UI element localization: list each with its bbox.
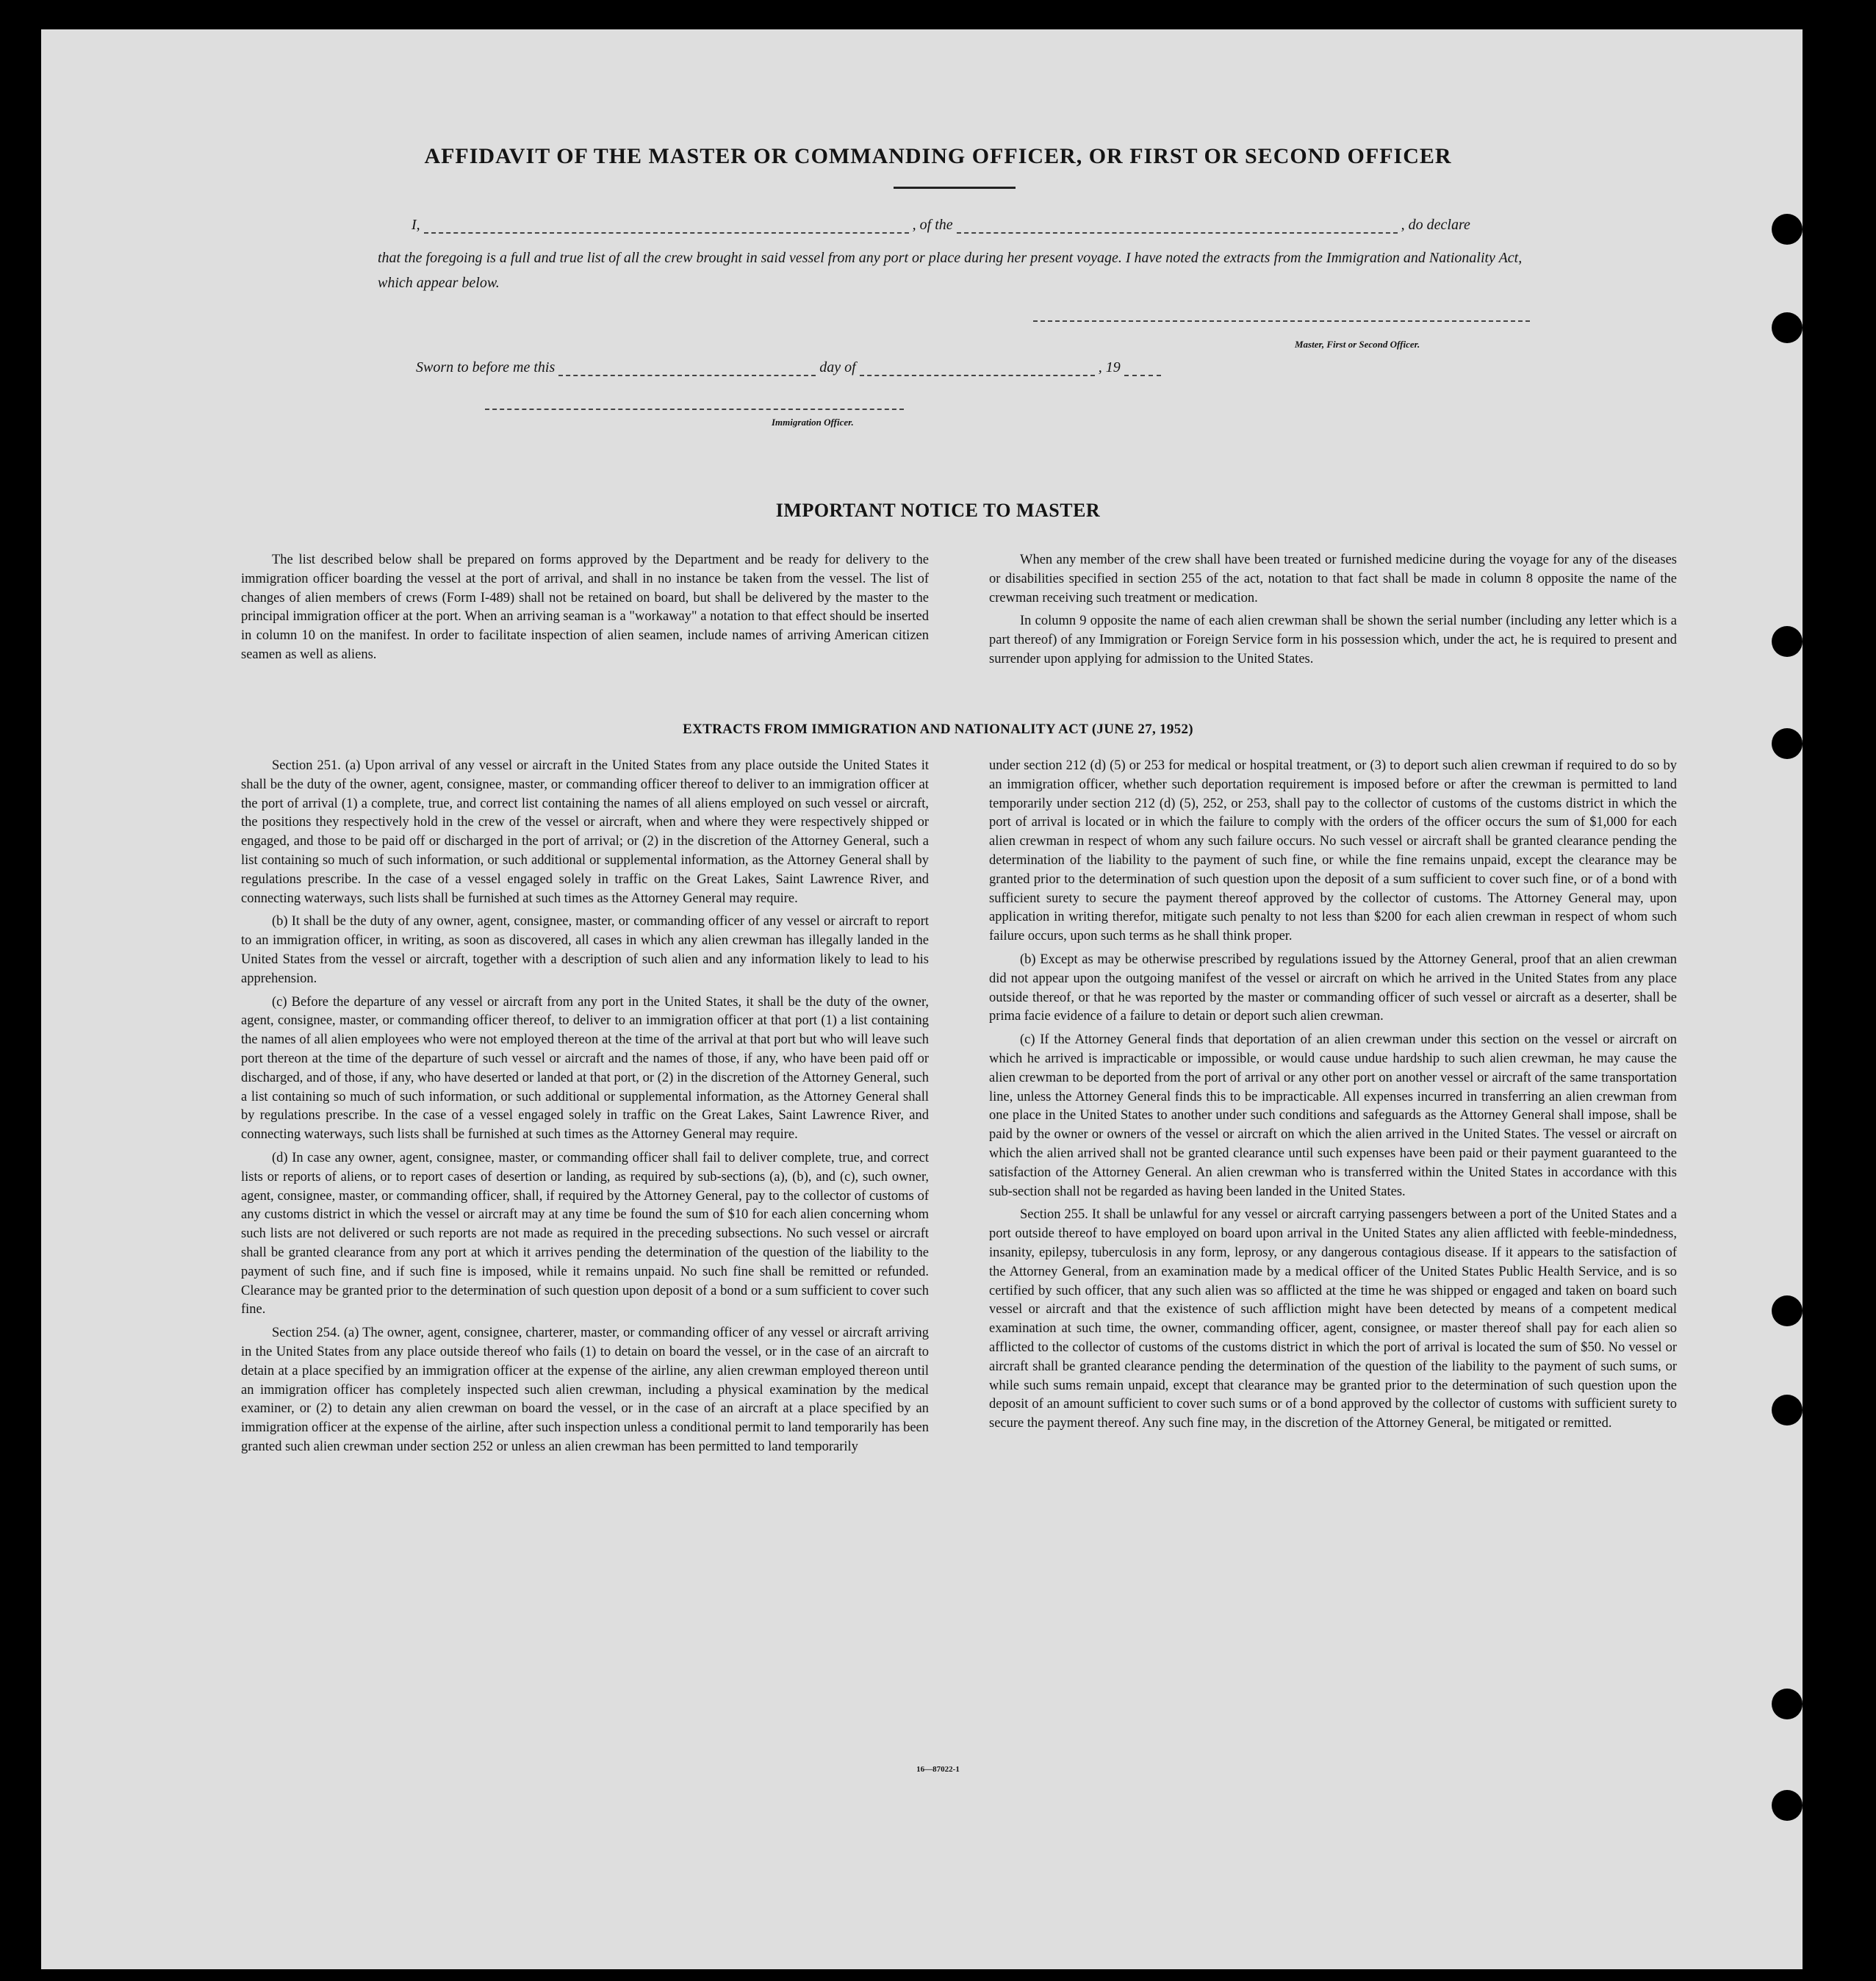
- punch-hole: [1772, 214, 1803, 245]
- punch-hole: [1772, 1395, 1803, 1425]
- section-paragraph: (d) In case any owner, agent, consignee, master, or commanding officer shall fail to deliver complete, true, and correct lists or reports of aliens, or to report cases of desertion or landing, as required by sub-sections (a), (b), and (c), such owner, agent, consignee, master, or commanding officer, shall, if required by the Attorney General, pay to the collector of customs of any customs district in which the vessel or aircraft may at any time be found the sum of $10 for each alien concerning whom such lists are not delivered or such reports are not made as required in the preceding subsections. No such vessel or aircraft shall be granted clearance from any port at which it arrives pending the determination of the question of the liability to the payment of such fine, and if such fine is imposed, while it remains unpaid. No such fine shall be remitted or refunded. Clearance may be granted prior to the determination of such question upon deposit of a bond or a sum sufficient to cover such fine.: [241, 1150, 929, 1317]
- section-paragraph: (b) It shall be the duty of any owner, agent, consignee, master, or commanding officer of any vessel or aircraft to report to an immigration officer, in writing, as soon as discovered, all cases in which any alien crewman has illegally landed in the United States from the vessel or aircraft, together with a description of such alien and any information likely to lead to his apprehension.: [241, 914, 929, 986]
- section-paragraph: (c) Before the departure of any vessel or aircraft from any port in the United States, it shall be the duty of the owner, agent, consignee, master, or commanding officer thereof, to deliver to an immigration officer at that port (1) a list containing the names of all alien employees who were not employed thereon at the time of the arrival at that port but who will leave such port thereon at the time of the departure of such vessel or aircraft and the names of those, if any, who have been paid off or discharged, and of those, if any, who have deserted or landed at that port, or (2) in the discretion of the Attorney General, such a list containing so much of such information, or such additional or supplemental information, as the Attorney General shall by regulations prescribe. In the case of a vessel engaged solely in traffic on the Great Lakes, Saint Lawrence River, and connecting waterways, such lists shall be furnished at such times as the Attorney General may require.: [241, 994, 929, 1143]
- section-paragraph: Section 251. (a) Upon arrival of any vessel or aircraft in the United States from any place outside the United States it shall be the duty of the owner, agent, consignee, master, or commanding officer thereof to deliver to an immigration officer at the port of arrival (1) a complete, true, and correct list containing the names of all aliens employed on such vessel or aircraft, the positions they respectively hold in the crew of the vessel or aircraft, when and where they were respectively shipped or engaged, and those to be paid off or discharged in the port of arrival; or (2) in the discretion of the Attorney General, such a list containing so much of such information, or such additional or supplemental information, as the Attorney General shall by regulations prescribe. In the case of a vessel engaged solely in traffic on the Great Lakes, Saint Lawrence River, and connecting waterways, such lists shall be furnished at such times as the Attorney General may require.: [241, 758, 929, 906]
- of-the-label: , of the: [912, 217, 953, 233]
- punch-hole: [1772, 1790, 1803, 1821]
- master-signature-field[interactable]: [1033, 320, 1530, 322]
- notice-paragraph: The list described below shall be prepared on forms approved by the Department and be ready for delivery to the immigration officer boarding the vessel at the port of arrival, and shall in no instance be taken from the vessel. The list of changes of alien members of crews (Form I-489) shall not be retained on board, but shall be delivered by the master to the principal immigration officer at the port. When an arriving seaman is a "workaway" a notation to that effect should be inserted in column 10 on the manifest. In order to facilitate inspection of alien seamen, include names of arriving American citizen seamen as well as aliens.: [241, 553, 929, 662]
- sworn-line: [416, 359, 1298, 384]
- title-underline: [894, 187, 1016, 189]
- vessel-name-field[interactable]: [957, 216, 1398, 234]
- declare-label: , do declare: [1401, 217, 1470, 233]
- punch-hole: [1772, 1295, 1803, 1326]
- section-paragraph: Section 254. (a) The owner, agent, consignee, charterer, master, or commanding officer of any vessel or aircraft arriving in the United States from any place outside thereof who fails (1) to detain on board the vessel, or in the case of an aircraft to detain at a place specified by an immigration officer at the expense of the airline, any alien crewman employed thereon until an immigration officer has completely inspected such alien crewman, including a physical examination by the medical examiner, or (2) to detain any alien crewman on board the vessel, or in the case of an aircraft at a place specified by an immigration officer at the expense of the airline, after such inspection unless a conditional permit to land temporarily has been granted such alien crewman under section 252 or unless an alien crewman has been permitted to land temporarily: [241, 1326, 929, 1454]
- extracts-right-column: [989, 757, 1677, 1438]
- notice-paragraph: When any member of the crew shall have been treated or furnished medicine during the voyage for any of the diseases or disabilities specified in section 255 of the act, notation to that fact shall be made in column 8 opposite the name of the crewman receiving such treatment or medication.: [989, 553, 1677, 605]
- master-signature-label: Master, First or Second Officer.: [1295, 339, 1420, 350]
- year-label: , 19: [1098, 359, 1121, 375]
- extracts-left-column: [241, 757, 929, 1462]
- section-paragraph: under section 212 (d) (5) or 253 for medical or hospital treatment, or (3) to deport such alien crewman if required to do so by an immigration officer, whether such deportation requirement is imposed before or after the crewman is permitted to land temporarily under section 212 (d) (5), 252, or 253, shall pay to the collector of customs of the customs district in which the port of arrival is located or in which the failure to comply with the orders of the officer occurs the sum of $1,000 for each alien crewman in respect of whom any such failure occurs. No such vessel or aircraft shall be granted clearance pending the determination of the liability to the payment of such fine, or while the fine remains unpaid, except the clearance may be granted prior to the determination of such question upon the deposit of a sum sufficient to cover such fine, or of a bond with sufficient surety to secure the payment thereof approved by the collector of customs. The Attorney General may, upon application in writing therefor, mitigate such penalty to not less than $200 for each alien crewman in respect of whom such failure occurs, upon such terms as he shall think proper.: [989, 758, 1677, 944]
- form-code: 16—87022-1: [916, 1765, 960, 1774]
- affidavit-title: AFFIDAVIT OF THE MASTER OR COMMANDING OFFICER, OR FIRST OR SECOND OFFICER: [424, 144, 1452, 168]
- declarant-name-field[interactable]: [424, 216, 909, 234]
- sworn-month-field[interactable]: [860, 359, 1095, 376]
- sworn-day-field[interactable]: [558, 359, 816, 376]
- punch-hole: [1772, 626, 1803, 657]
- notice-right-column: [989, 551, 1677, 674]
- punch-hole: [1772, 1689, 1803, 1719]
- day-of-label: day of: [819, 359, 856, 375]
- officer-signature-label: Immigration Officer.: [772, 417, 854, 428]
- officer-signature-field[interactable]: [485, 409, 904, 410]
- declarant-label: I,: [412, 217, 420, 233]
- declaration-line: [412, 216, 1531, 241]
- declaration-statement: that the foregoing is a full and true list of all the crew brought in said vessel from any port or place during her present voyage. I have noted the extracts from the Immigration and Nationality Act, which appear below.: [378, 250, 1523, 291]
- notice-title: IMPORTANT NOTICE TO MASTER: [775, 500, 1101, 521]
- section-paragraph: (b) Except as may be otherwise prescribed by regulations issued by the Attorney General, proof that an alien crewman did not appear upon the outgoing manifest of the vessel or aircraft on which he arrived in the United States from any place outside thereof, or that he was reported by the master or commanding officer of such vessel or aircraft as a deserter, shall be prima facie evidence of a failure to detain or deport such alien crewman.: [989, 952, 1677, 1024]
- notice-left-column: [241, 551, 929, 669]
- notice-paragraph: In column 9 opposite the name of each alien crewman shall be shown the serial number (including any letter which is a part thereof) of any Immigration or Foreign Service form in his possession which, under the act, he is required to present and surrender upon applying for admission to the United States.: [989, 614, 1677, 666]
- sworn-year-field[interactable]: [1124, 359, 1161, 376]
- sworn-label: Sworn to before me this: [416, 359, 556, 375]
- punch-hole: [1772, 312, 1803, 343]
- section-paragraph: (c) If the Attorney General finds that deportation of an alien crewman under this section on the vessel or aircraft on which he arrived is impracticable or impossible, or would cause undue hardship to such alien crewman, he may cause the alien crewman to be deported from the port of arrival or any other port on another vessel or aircraft of the same transportation line, unless the Attorney General finds this to be impracticable. All expenses incurred in transferring an alien crewman from one place in the United States to another under such conditions and safeguards as the Attorney General shall impose, shall be paid by the owner or owners of the vessel or aircraft on which the alien arrived in the United States. The vessel or aircraft on which the alien arrived shall not be granted clearance until such expenses have been paid or their payment guaranteed to the satisfaction of the Attorney General. An alien crewman who is transferred within the United States in accordance with this sub-section shall not be regarded as having been landed in the United States.: [989, 1032, 1677, 1199]
- extracts-title: EXTRACTS FROM IMMIGRATION AND NATIONALITY ACT (JUNE 27, 1952): [683, 722, 1193, 737]
- section-paragraph: Section 255. It shall be unlawful for any vessel or aircraft carrying passengers between a port of the United States and a port outside thereof to have employed on board upon arrival in the United States any alien afflicted with feeble-mindedness, insanity, epilepsy, tuberculosis in any form, leprosy, or any dangerous contagious disease. If it appears to the satisfaction of the Attorney General, from an examination made by a medical officer of the United States Public Health Service, and is so certified by such officer, that any such alien was so afflicted at the time he was shipped or engaged and taken on board such vessel or aircraft and that the existence of such affliction might have been detected by means of a competent medical examination at such time, the owner, commanding officer, agent, consignee, or master thereof shall pay for each alien so afflicted to the collector of customs of the customs district in which the port of arrival is located the sum of $50. No vessel or aircraft shall be granted clearance pending the determination of the question of the liability to the payment of such sums, or while such sums remain unpaid, except that clearance may be granted prior to the determination of such question upon the deposit of an amount sufficient to cover such sums or of a bond approved by the collector of customs with sufficient surety to secure the payment thereof. Any such fine may, in the discretion of the Attorney General, be mitigated or remitted.: [989, 1207, 1677, 1431]
